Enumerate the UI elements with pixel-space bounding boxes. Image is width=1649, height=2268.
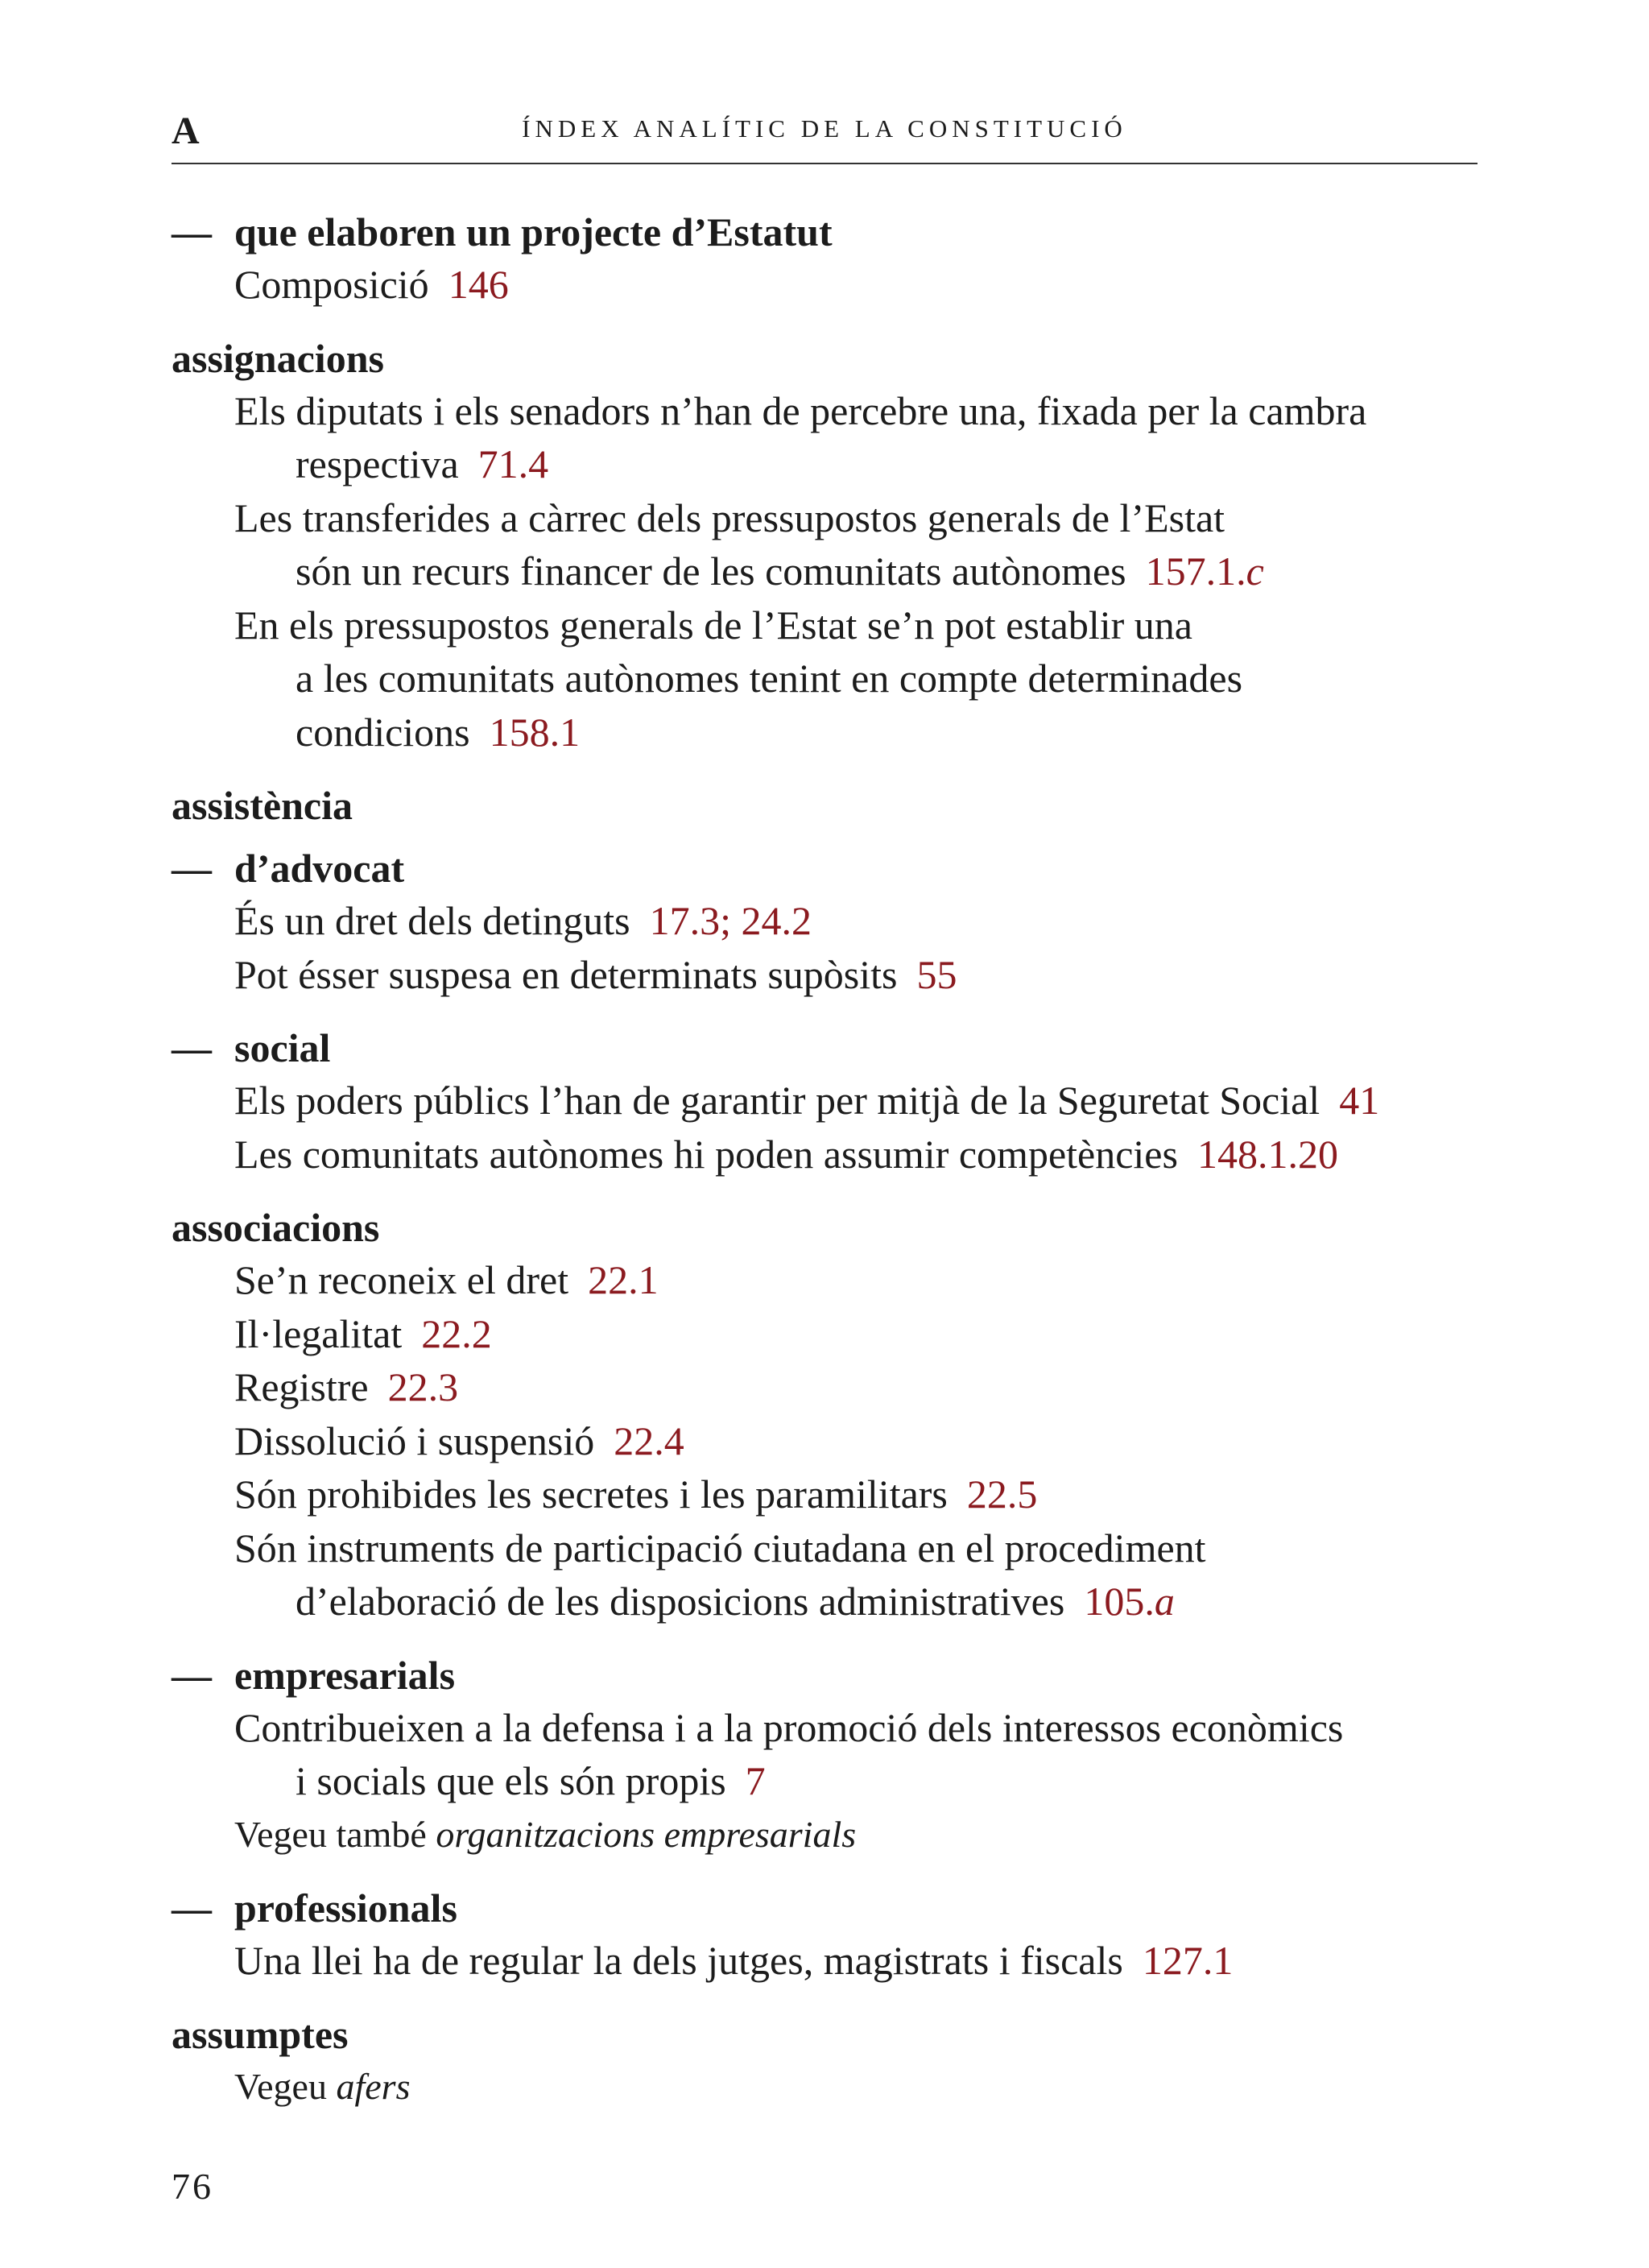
index-line: Composició 146 bbox=[234, 262, 509, 307]
article-reference[interactable]: 71.4 bbox=[477, 441, 549, 486]
article-reference[interactable]: 22.2 bbox=[421, 1310, 492, 1356]
running-title: ÍNDEX ANALÍTIC DE LA CONSTITUCIÓ bbox=[522, 114, 1127, 143]
index-line: És un dret dels detinguts 17.3; 24.2 bbox=[234, 898, 812, 943]
index-subterm: — professionals bbox=[172, 1885, 457, 1931]
article-reference[interactable]: 148.1.20 bbox=[1196, 1131, 1338, 1177]
index-line: Són instruments de participació ciutadana en el procediment d’elaboració de les disposicions administratives 105.a bbox=[234, 1525, 1206, 1624]
page-number: 76 bbox=[172, 2166, 213, 2207]
index-line: Una llei ha de regular la dels jutges, magistrats i fiscals 127.1 bbox=[234, 1938, 1234, 1983]
index-line: Són prohibides les secretes i les paramilitars 22.5 bbox=[234, 1471, 1038, 1517]
index-line: Els poders públics l’han de garantir per mitjà de la Seguretat Social 41 bbox=[234, 1078, 1380, 1123]
index-term: assumptes bbox=[172, 2011, 349, 2057]
index-line: En els pressupostos generals de l’Estat se’n pot establir una a les comunitats autònomes tenint en compte determinades condicions 158.1 bbox=[234, 602, 1243, 755]
index-subterm: — d’advocat bbox=[172, 846, 405, 891]
cross-reference[interactable]: afers bbox=[336, 2065, 411, 2107]
index-term: assistència bbox=[172, 783, 353, 828]
article-reference[interactable]: 22.5 bbox=[966, 1471, 1038, 1517]
index-line: Les comunitats autònomes hi poden assumir competències 148.1.20 bbox=[234, 1131, 1338, 1177]
index-body bbox=[172, 190, 1492, 2113]
index-line: Els diputats i els senadors n’han de percebre una, fixada per la cambra respectiva 71.4 bbox=[234, 387, 1367, 486]
index-line: Il·legalitat 22.2 bbox=[234, 1310, 492, 1356]
article-reference[interactable]: 146 bbox=[448, 262, 509, 307]
index-line: Pot ésser suspesa en determinats supòsits 55 bbox=[234, 951, 957, 997]
article-reference[interactable]: 41 bbox=[1339, 1078, 1380, 1123]
article-reference[interactable]: 7 bbox=[745, 1758, 766, 1803]
article-reference[interactable]: 22.1 bbox=[588, 1257, 659, 1302]
see-also: Vegeu també organitzacions empresarials bbox=[234, 1813, 857, 1855]
index-line: Dissolució i suspensió 22.4 bbox=[234, 1418, 684, 1463]
article-reference[interactable]: 105.a bbox=[1084, 1579, 1175, 1624]
section-letter: A bbox=[172, 110, 200, 152]
cross-reference[interactable]: organitzacions empresarials bbox=[436, 1813, 857, 1855]
index-subterm: — que elaboren un projecte d’Estatut bbox=[172, 206, 1492, 258]
article-reference[interactable]: 157.1.c bbox=[1145, 548, 1264, 594]
article-reference[interactable]: 127.1 bbox=[1142, 1938, 1234, 1983]
see-also: Vegeu afers bbox=[234, 2065, 411, 2107]
article-reference[interactable]: 158.1 bbox=[489, 709, 581, 755]
index-line: Les transferides a càrrec dels pressupostos generals de l’Estat són un recurs financer de les comunitats autònomes 157.1.c bbox=[234, 495, 1264, 594]
running-header bbox=[172, 106, 1477, 164]
article-reference[interactable]: 22.3 bbox=[387, 1364, 459, 1409]
article-reference[interactable]: 55 bbox=[916, 951, 957, 997]
index-line: Contribueixen a la defensa i a la promoció dels interessos econòmics i socials que els són propis 7 bbox=[234, 1704, 1344, 1803]
article-reference[interactable]: 22.4 bbox=[614, 1418, 684, 1463]
index-subterm: — empresarials bbox=[172, 1652, 456, 1698]
index-term: assignacions bbox=[172, 335, 384, 381]
index-term: associacions bbox=[172, 1205, 380, 1250]
index-line: Se’n reconeix el dret 22.1 bbox=[234, 1257, 659, 1302]
article-reference[interactable]: 17.3; 24.2 bbox=[649, 898, 812, 943]
index-subterm: — social bbox=[172, 1025, 331, 1070]
index-line: Registre 22.3 bbox=[234, 1364, 459, 1409]
dash: — bbox=[172, 209, 212, 255]
